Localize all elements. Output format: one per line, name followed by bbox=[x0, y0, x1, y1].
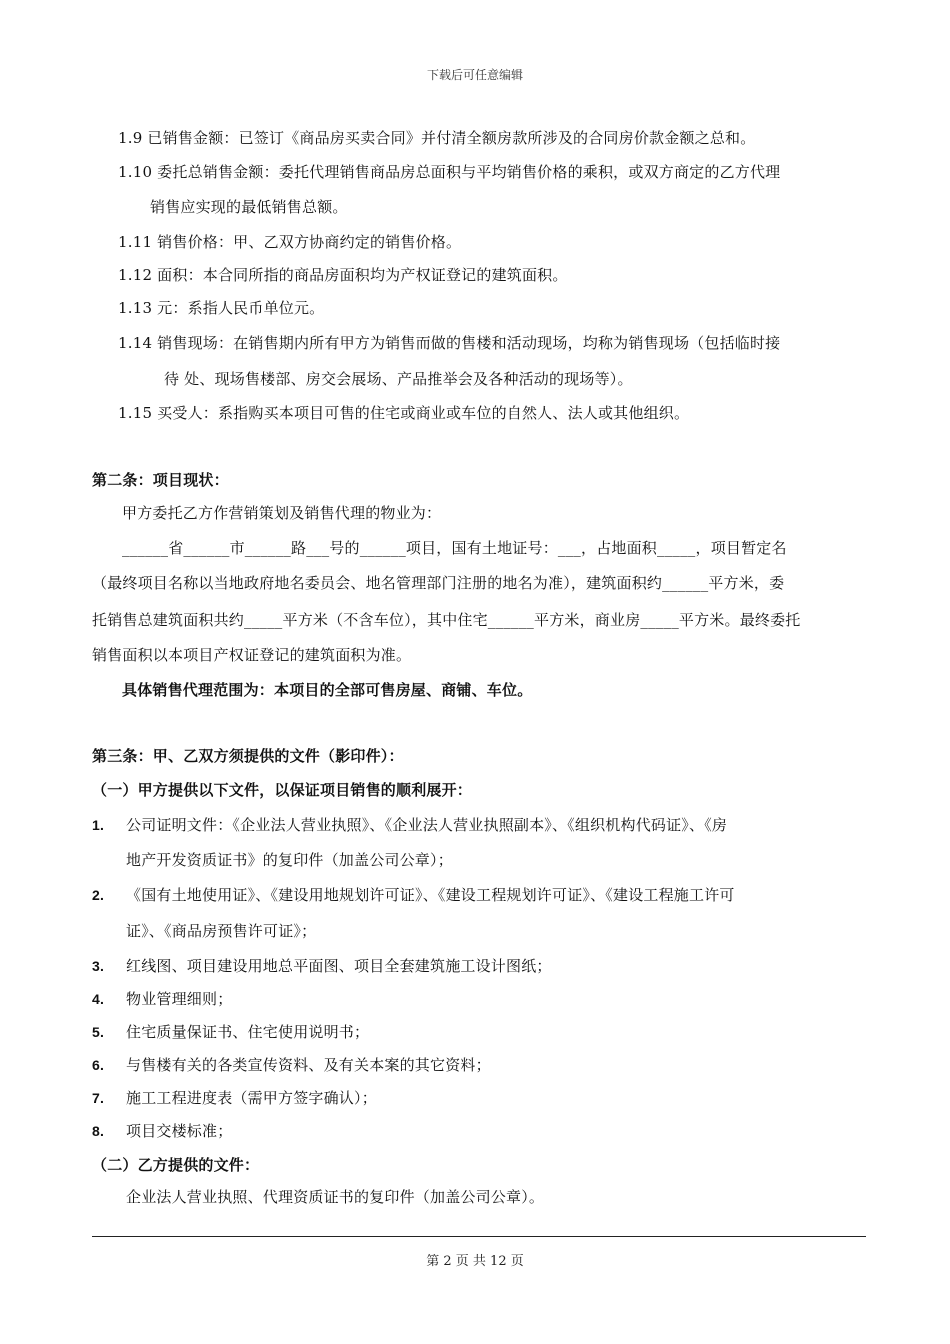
article-2-title: 第二条：项目现状： bbox=[92, 471, 229, 489]
list-item-number: 5. bbox=[92, 1024, 105, 1040]
footer-divider bbox=[92, 1236, 866, 1237]
article-2-intro: 甲方委托乙方作营销策划及销售代理的物业为： bbox=[122, 504, 442, 522]
list-item bbox=[92, 989, 232, 1009]
article-3-part2-title: （二）乙方提供的文件： bbox=[92, 1156, 260, 1174]
list-item-text: 红线图、项目建设用地总平面图、项目全套建筑施工设计图纸； bbox=[126, 957, 552, 975]
list-item-number: 8. bbox=[92, 1123, 105, 1139]
list-item-number: 6. bbox=[92, 1057, 105, 1073]
list-item-number: 3. bbox=[92, 958, 105, 974]
list-item bbox=[92, 1088, 377, 1108]
list-item-number: 2. bbox=[92, 887, 105, 903]
definition-1-10: 1.10 委托总销售金额：委托代理销售商品房总面积与平均销售价格的乘积，或双方商定的乙方代理 bbox=[118, 163, 781, 181]
article-2-line-3: 托销售总建筑面积共约_____平方米（不含车位），其中住宅______平方米，商业房_____平方米。最终委托 bbox=[92, 611, 801, 629]
list-item bbox=[92, 815, 727, 835]
definition-1-15: 1.15 买受人：系指购买本项目可售的住宅或商业或车位的自然人、法人或其他组织。 bbox=[118, 404, 690, 422]
article-2-line-4: 销售面积以本项目产权证登记的建筑面积为准。 bbox=[92, 646, 412, 664]
definition-1-12: 1.12 面积：本合同所指的商品房面积均为产权证登记的建筑面积。 bbox=[118, 266, 568, 284]
page-number: 第 2 页 共 12 页 bbox=[426, 1254, 524, 1269]
article-3-part2-text: 企业法人营业执照、代理资质证书的复印件（加盖公司公章）。 bbox=[126, 1188, 545, 1206]
list-item-text: 项目交楼标准； bbox=[126, 1122, 233, 1140]
list-item-number: 7. bbox=[92, 1090, 105, 1106]
list-item-number: 4. bbox=[92, 991, 105, 1007]
article-2-line-2: （最终项目名称以当地政府地名委员会、地名管理部门注册的地名为准），建筑面积约______平方米，委 bbox=[92, 574, 785, 592]
article-2-line-1: ______省______市______路___号的______项目，国有土地证号：___，占地面积_____，项目暂定名 bbox=[122, 539, 787, 557]
list-item bbox=[92, 956, 552, 976]
article-2-scope: 具体销售代理范围为：本项目的全部可售房屋、商铺、车位。 bbox=[122, 681, 533, 699]
list-item-text: 《国有土地使用证》、《建设用地规划许可证》、《建设工程规划许可证》、《建设工程施工许可 bbox=[126, 886, 735, 904]
list-item-cont: 地产开发资质证书》的复印件（加盖公司公章）； bbox=[126, 851, 453, 869]
list-item bbox=[92, 1022, 369, 1042]
list-item-text: 与售楼有关的各类宣传资料、及有关本案的其它资料； bbox=[126, 1056, 491, 1074]
list-item bbox=[92, 1055, 491, 1075]
list-item-text: 施工工程进度表（需甲方签字确认）； bbox=[126, 1089, 377, 1107]
list-item-text: 公司证明文件：《企业法人营业执照》、《企业法人营业执照副本》、《组织机构代码证》、《房 bbox=[126, 816, 728, 834]
definition-1-14-cont: 待 处、现场售楼部、房交会展场、产品推举会及各种活动的现场等）。 bbox=[164, 370, 633, 388]
list-item-number: 1. bbox=[92, 817, 105, 833]
definition-1-9: 1.9 已销售金额：已签订《商品房买卖合同》并付清全额房款所涉及的合同房价款金额之总和。 bbox=[118, 129, 756, 147]
list-item-text: 物业管理细则； bbox=[126, 990, 233, 1008]
list-item-cont: 证》、《商品房预售许可证》； bbox=[126, 922, 317, 940]
list-item-text: 住宅质量保证书、住宅使用说明书； bbox=[126, 1023, 370, 1041]
definition-1-13: 1.13 元：系指人民币单位元。 bbox=[118, 299, 325, 317]
list-item bbox=[92, 885, 735, 905]
definition-1-14: 1.14 销售现场：在销售期内所有甲方为销售而做的售楼和活动现场，均称为销售现场（包括临时接 bbox=[118, 334, 781, 352]
list-item bbox=[92, 1121, 232, 1141]
article-3-part1-title: （一）甲方提供以下文件，以保证项目销售的顺利展开： bbox=[92, 781, 473, 799]
page-header: 下载后可任意编辑 bbox=[426, 68, 523, 82]
definition-1-11: 1.11 销售价格：甲、乙双方协商约定的销售价格。 bbox=[118, 233, 462, 251]
article-3-title: 第三条：甲、乙双方须提供的文件（影印件）： bbox=[92, 747, 404, 765]
definition-1-10-cont: 销售应实现的最低销售总额。 bbox=[150, 198, 348, 216]
